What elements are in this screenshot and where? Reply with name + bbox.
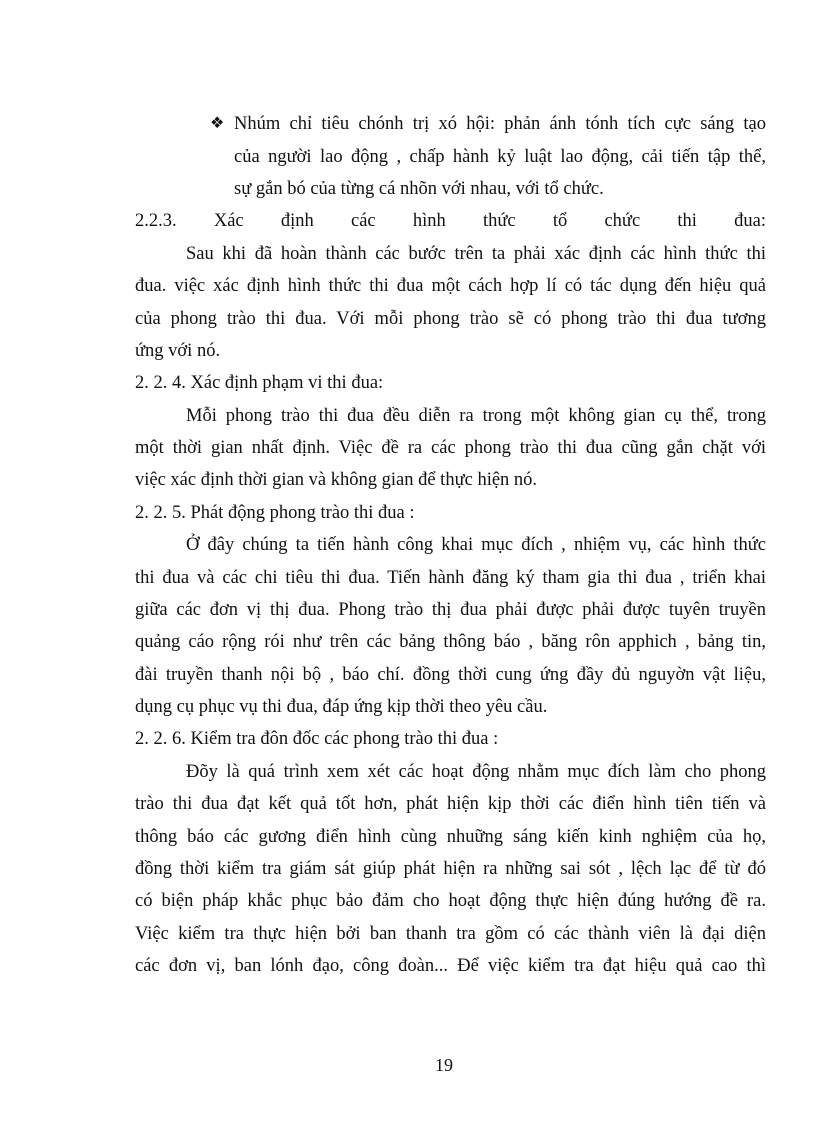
text-line: của người lao động , chấp hành kỷ luật lao động, cải tiến tập thể,	[234, 147, 766, 167]
text-line: Việc kiểm tra thực hiện bởi ban thanh tra gồm có các thành viên là đại diện	[135, 924, 766, 944]
text-line: Đõy là quá trình xem xét các hoạt động nhằm mục đích làm cho phong	[186, 762, 766, 782]
page-number: 19	[435, 1055, 453, 1075]
diamond-bullet-icon: ❖	[210, 115, 225, 132]
text-line: đài truyền thanh nội bộ , báo chí. đồng thời cung ứng đầy đủ nguyờn vật liệu,	[135, 665, 766, 685]
text-line: trào thi đua đạt kết quả tốt hơn, phát hiện kịp thời các điển hình tiên tiến và	[135, 794, 766, 814]
text-line: dụng cụ phục vụ thi đua, đáp ứng kịp thời theo yêu cầu.	[135, 697, 548, 717]
text-line: ứng với nó.	[135, 341, 221, 361]
section-heading: 2.2.3. Xác định các hình thức tổ chức thi đua:	[135, 211, 766, 231]
text-line: Nhúm chỉ tiêu chónh trị xó hội: phản ánh tónh tích cực sáng tạo	[234, 114, 766, 134]
text-line: giữa các đơn vị thị đua. Phong trào thị đua phải được phải được tuyên truyền	[135, 600, 766, 620]
section-heading: 2. 2. 5. Phát động phong trào thi đua :	[135, 503, 415, 523]
text-line: có biện pháp khắc phục bảo đảm cho hoạt động thực hiện đúng hướng đề ra.	[135, 891, 766, 911]
text-line: việc xác định thời gian và không gian để thực hiện nó.	[135, 470, 538, 490]
text-line: Ở đây chúng ta tiến hành công khai mục đích , nhiệm vụ, các hình thức	[186, 535, 766, 555]
text-line: Mỗi phong trào thi đua đều diễn ra trong một không gian cụ thể, trong	[186, 406, 766, 426]
text-line: sự gắn bó của từng cá nhõn với nhau, với tổ chức.	[234, 179, 604, 199]
text-line: của phong trào thi đua. Với mỗi phong trào sẽ có phong trào thi đua tương	[135, 309, 766, 329]
text-line: thông báo các gương điển hình cùng nhuững sáng kiến kinh nghiệm của họ,	[135, 827, 766, 847]
text-line: một thời gian nhất định. Việc đề ra các phong trào thi đua cũng gắn chặt với	[135, 438, 766, 458]
text-line: đồng thời kiểm tra giám sát giúp phát hiện ra những sai sót , lệch lạc để từ đó	[135, 859, 766, 879]
text-line: các đơn vị, ban lónh đạo, công đoàn... Để việc kiểm tra đạt hiệu quả cao thì	[135, 956, 766, 976]
text-line: Sau khi đã hoàn thành các bước trên ta phải xác định các hình thức thi	[186, 244, 766, 264]
section-heading: 2. 2. 6. Kiểm tra đôn đốc các phong trào thi đua :	[135, 729, 499, 749]
text-line: quảng cáo rộng rói như trên các bảng thông báo , băng rôn apphich , bảng tin,	[135, 632, 766, 652]
text-line: thi đua và các chi tiêu thi đua. Tiến hành đăng ký tham gia thi đua , triển khai	[135, 568, 766, 588]
text-line: đua. việc xác định hình thức thi đua một cách hợp lí có tác dụng đến hiệu quả	[135, 276, 766, 296]
section-heading: 2. 2. 4. Xác định phạm vi thi đua:	[135, 373, 384, 393]
